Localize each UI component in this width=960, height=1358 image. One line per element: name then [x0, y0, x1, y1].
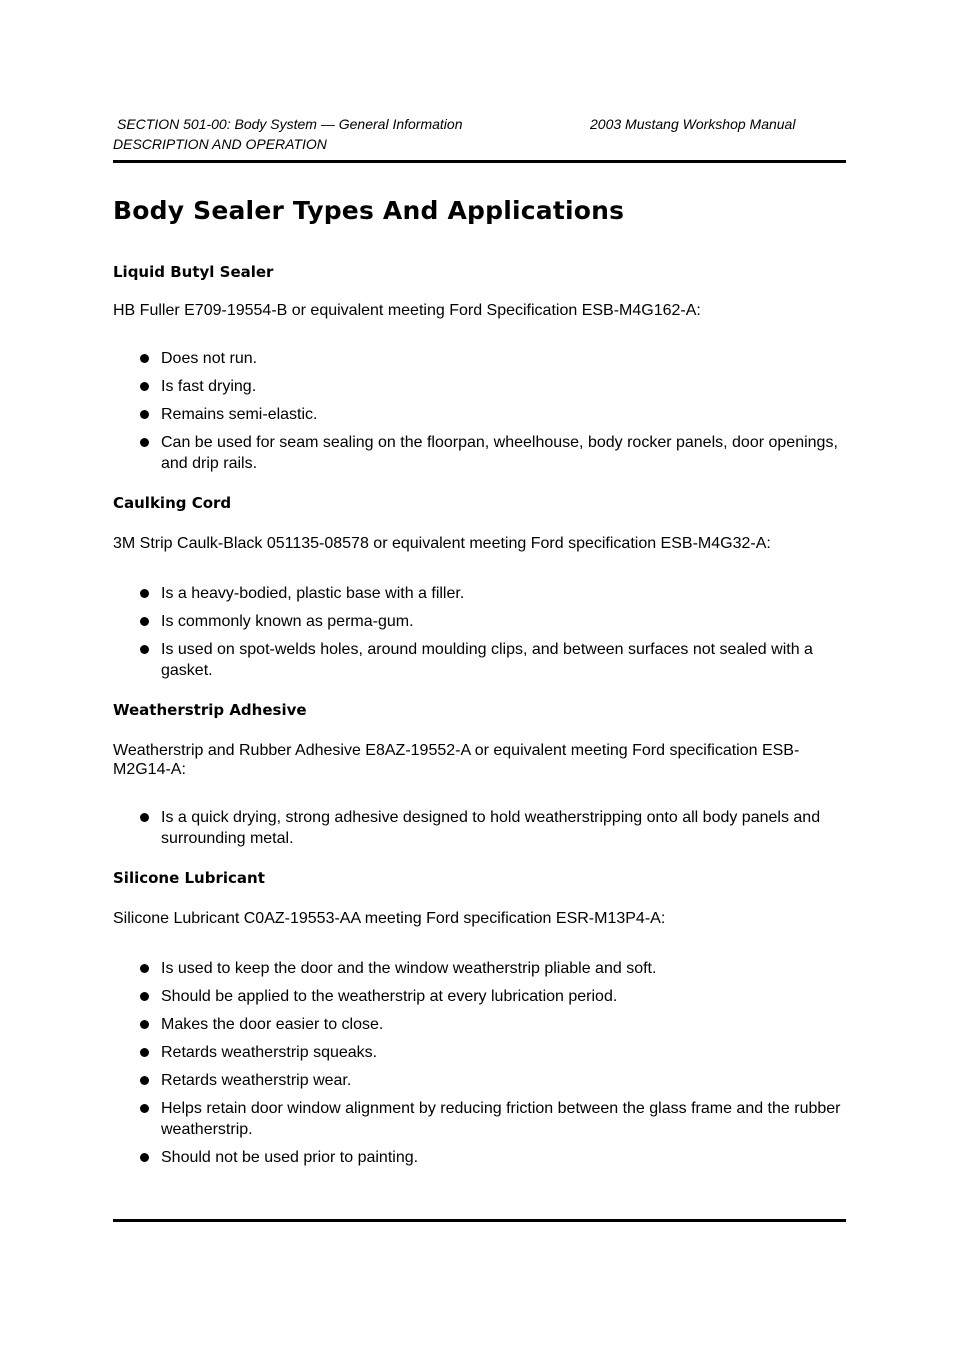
list-item [113, 583, 853, 604]
list-item [113, 611, 853, 632]
bullet-icon [140, 992, 149, 1001]
bullet-icon [140, 589, 149, 598]
list-item [113, 1070, 853, 1091]
bullet-icon [140, 410, 149, 419]
page-content [113, 190, 853, 1168]
list-item-text: Is used on spot-welds holes, around moulding clips, and between surfaces not sealed with a gasket. [161, 641, 813, 679]
list-item-text: Helps retain door window alignment by reducing friction between the glass frame and the rubber weatherstrip. [161, 1100, 841, 1138]
footer-divider [113, 1219, 846, 1222]
list-item [113, 639, 853, 681]
list-item [113, 432, 853, 474]
section-liquid-butyl-sealer [113, 262, 853, 474]
section-weatherstrip-adhesive [113, 700, 853, 849]
list-item-text: Should not be used prior to painting. [161, 1149, 419, 1166]
list-item-text: Can be used for seam sealing on the floorpan, wheelhouse, body rocker panels, door openings, and drip rails. [161, 434, 838, 472]
bullet-icon [140, 617, 149, 626]
list-item-text: Remains semi-elastic. [161, 406, 318, 423]
list-item-text: Should be applied to the weatherstrip at every lubrication period. [161, 988, 618, 1005]
list-item-text: Makes the door easier to close. [161, 1016, 384, 1033]
list-item-text: Is fast drying. [161, 378, 257, 395]
header-subsection: DESCRIPTION AND OPERATION [113, 136, 327, 152]
section-intro: 3M Strip Caulk-Black 051135-08578 or equivalent meeting Ford specification ESB-M4G32-A: [113, 535, 771, 552]
bullet-list [113, 583, 853, 681]
bullet-icon [140, 1153, 149, 1162]
bullet-icon [140, 354, 149, 363]
list-item-text: Is used to keep the door and the window weatherstrip pliable and soft. [161, 960, 657, 977]
list-item-text: Is commonly known as perma-gum. [161, 613, 414, 630]
list-item-text: Is a heavy-bodied, plastic base with a filler. [161, 585, 465, 602]
list-item-text: Retards weatherstrip wear. [161, 1072, 352, 1089]
list-item [113, 376, 853, 397]
bullet-list [113, 958, 853, 1168]
bullet-icon [140, 1104, 149, 1113]
list-item [113, 958, 853, 979]
list-item [113, 1147, 853, 1168]
section-heading: Liquid Butyl Sealer [113, 263, 274, 281]
list-item [113, 986, 853, 1007]
section-intro: Silicone Lubricant C0AZ-19553-AA meeting Ford specification ESR-M13P4-A: [113, 910, 666, 927]
section-heading: Silicone Lubricant [113, 869, 265, 887]
section-caulking-cord [113, 493, 853, 681]
list-item [113, 1098, 853, 1140]
bullet-icon [140, 438, 149, 447]
page-title: Body Sealer Types And Applications [113, 196, 625, 225]
list-item-text: Retards weatherstrip squeaks. [161, 1044, 378, 1061]
header-divider [113, 160, 846, 163]
list-item [113, 404, 853, 425]
page-header [113, 116, 846, 162]
section-intro: HB Fuller E709-19554-B or equivalent meeting Ford Specification ESB-M4G162-A: [113, 302, 701, 319]
bullet-icon [140, 964, 149, 973]
section-heading: Weatherstrip Adhesive [113, 701, 307, 719]
bullet-list [113, 348, 853, 474]
header-manual-title: 2003 Mustang Workshop Manual [590, 116, 796, 132]
bullet-icon [140, 813, 149, 822]
section-heading: Caulking Cord [113, 494, 232, 512]
bullet-icon [140, 1048, 149, 1057]
list-item-text: Is a quick drying, strong adhesive designed to hold weatherstripping onto all body panels and surrounding metal. [161, 809, 821, 847]
list-item [113, 807, 853, 849]
section-silicone-lubricant [113, 868, 853, 1168]
bullet-icon [140, 645, 149, 654]
header-section-title: SECTION 501-00: Body System — General Information [117, 116, 463, 132]
list-item [113, 348, 853, 369]
bullet-icon [140, 1076, 149, 1085]
bullet-icon [140, 382, 149, 391]
list-item [113, 1014, 853, 1035]
list-item [113, 1042, 853, 1063]
list-item-text: Does not run. [161, 350, 258, 367]
section-intro: Weatherstrip and Rubber Adhesive E8AZ-19552-A or equivalent meeting Ford specification ESB-M2G14-A: [113, 742, 800, 778]
bullet-list [113, 807, 853, 849]
bullet-icon [140, 1020, 149, 1029]
